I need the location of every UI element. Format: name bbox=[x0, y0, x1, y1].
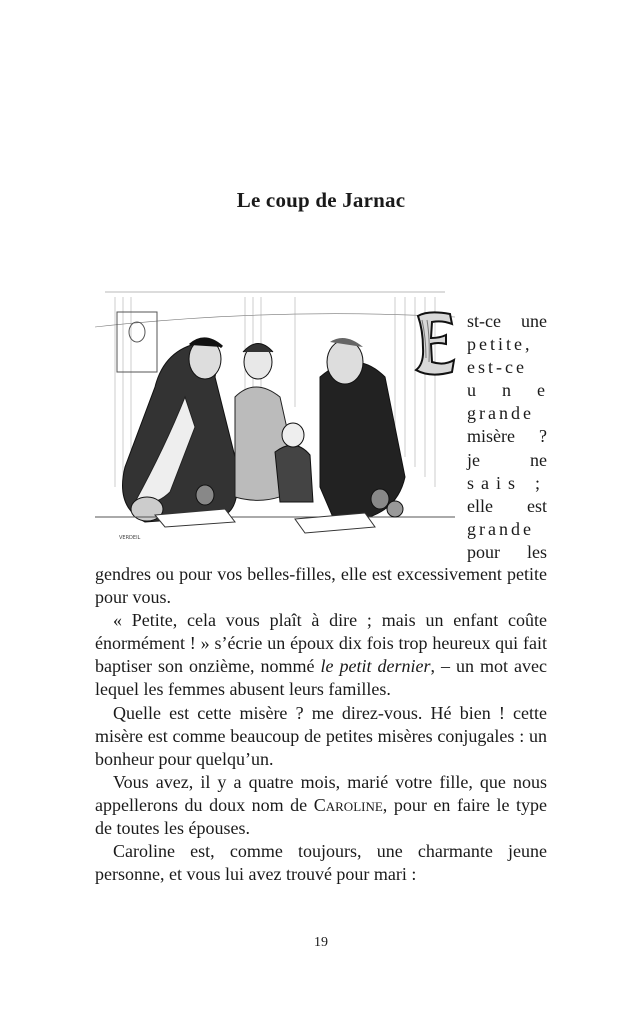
wrap-line: st-ce une bbox=[467, 311, 547, 331]
paragraph-5: Caroline est, comme toujours, une charmante jeune personne, et vous lui avez trouvé pour mari : bbox=[95, 841, 547, 885]
engraving-illustration bbox=[95, 287, 455, 547]
chapter-body bbox=[95, 563, 547, 886]
wrap-line: pour les bbox=[467, 541, 547, 562]
chapter-title: Le coup de Jarnac bbox=[236, 188, 406, 212]
wrap-line: est-ce bbox=[467, 357, 527, 378]
engraver-signature: VERDEIL bbox=[119, 535, 141, 541]
paragraph-4-text: Vous avez, il y a quatre mois, marié votre fille, que nous appellerons du doux nom de bbox=[95, 771, 547, 815]
wrap-line: grande bbox=[467, 403, 534, 424]
wrap-line: grande bbox=[467, 518, 534, 539]
wrap-line: une bbox=[467, 380, 571, 401]
wrap-line: elle est bbox=[467, 495, 547, 516]
wrap-line: je ne bbox=[467, 449, 547, 470]
wrap-line: petite, bbox=[467, 334, 533, 355]
paragraph-2-italic: le petit dernier bbox=[320, 656, 431, 677]
paragraph-1-continuation: gendres ou pour vos belles-filles, elle est excessivement petite pour vous. bbox=[95, 564, 547, 608]
paragraph-4-text-end: , pour en faire le type de toutes les épouses. bbox=[95, 794, 547, 839]
drop-cap-text: E bbox=[408, 308, 409, 309]
wrap-line: sais ; bbox=[467, 472, 547, 493]
paragraph-2-text: « Petite, cela vous plaît à dire ; mais un enfant coûte énormément ! » s’écrie un époux dix fois trop heureux qui fait baptiser son onzième, nommé bbox=[95, 610, 547, 677]
paragraph-2 bbox=[95, 609, 547, 701]
paragraph-2-text-end: , – un mot avec lequel les femmes abusent leurs familles. bbox=[95, 656, 547, 700]
paragraph-3: Quelle est cette misère ? me direz-vous. Hé bien ! cette misère est comme beaucoup de petites misères conjugales : un bonheur pour quelqu’un. bbox=[95, 702, 547, 769]
wrap-line: misère ? bbox=[467, 426, 547, 447]
page-number: 19 bbox=[314, 935, 328, 950]
paragraph-4 bbox=[95, 771, 547, 840]
drop-cap-letter bbox=[408, 308, 462, 378]
paragraph-4-name: Caroline bbox=[313, 794, 383, 815]
wrapped-text-column bbox=[467, 310, 571, 564]
